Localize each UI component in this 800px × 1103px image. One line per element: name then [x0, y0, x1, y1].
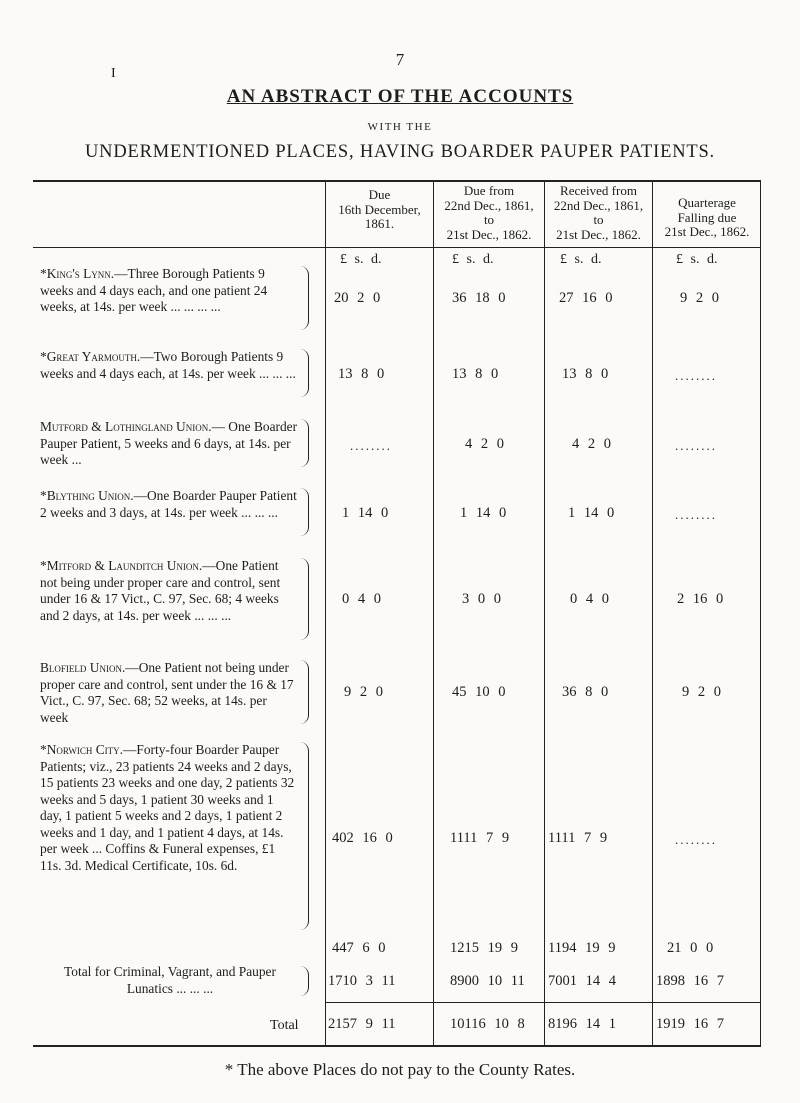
footnote: * The above Places do not pay to the County Rates. — [224, 1060, 576, 1079]
column-heading-line: Due — [368, 187, 391, 202]
column-heading-quarterage — [653, 196, 761, 240]
value-due: 20 2 0 — [334, 290, 381, 306]
value-due: 0 4 0 — [342, 591, 381, 607]
entry-blofield — [40, 660, 298, 726]
criminal-received: 7001 14 4 — [548, 973, 616, 989]
value-due-from: 45 10 0 — [452, 684, 506, 700]
column-divider-1 — [325, 180, 326, 1046]
criminal-quarterage: 1898 16 7 — [656, 973, 724, 989]
brace — [300, 349, 309, 397]
subtotal-due: 447 6 0 — [332, 940, 386, 956]
total-rule-top — [325, 1002, 761, 1003]
value-received: 13 8 0 — [562, 366, 609, 382]
value-due-from: 36 18 0 — [452, 290, 506, 306]
column-heading-due-from — [434, 184, 544, 242]
brace — [300, 419, 309, 467]
value-quarterage: 9 2 0 — [680, 290, 719, 306]
value-received: 1 14 0 — [568, 505, 615, 521]
page-mark: I — [111, 66, 116, 81]
value-quarterage: 2 16 0 — [677, 591, 724, 607]
value-quarterage-blank: ........ — [675, 438, 717, 453]
column-heading-line: to — [593, 212, 604, 227]
subtotal-received: 1194 19 9 — [548, 940, 616, 956]
units-due: £ s. d. — [340, 252, 382, 267]
entry-name: Mutford & Lothingland Union. — [40, 419, 212, 434]
criminal-lunatics-label: Total for Criminal, Vagrant, and Pauper Lunatics ... ... ... — [64, 964, 276, 996]
value-due-from: 4 2 0 — [465, 436, 504, 452]
total-quarterage: 1919 16 7 — [656, 1016, 724, 1032]
value-due: 9 2 0 — [344, 684, 383, 700]
subtotal-quarterage: 21 0 0 — [667, 940, 714, 956]
column-heading-line: 21st Dec., 1862. — [556, 226, 641, 242]
entry-name: *Blything Union. — [40, 488, 134, 503]
brace — [300, 266, 309, 330]
value-received: 27 16 0 — [559, 290, 613, 306]
entry-name: Blofield Union. — [40, 660, 126, 675]
units-received: £ s. d. — [560, 252, 602, 267]
column-heading-due — [326, 188, 433, 232]
entry-description: —One Patient not being under proper care and control, sent under the 16 & 17 Vict., C. 97, Sec. 68; 52 weeks, at 14s. per week — [40, 660, 294, 725]
entry-description: —One Patient not being under proper care and control, sent under 16 & 17 Vict., C. 97, Sec. 68; 4 weeks and 2 days, at 14s. per week ... ... ... — [40, 558, 281, 623]
criminal-due: 1710 3 11 — [328, 973, 396, 989]
entry-name: *Great Yarmouth. — [40, 349, 141, 364]
brace — [300, 660, 309, 724]
page-heading: UNDERMENTIONED PLACES, HAVING BOARDER PAUPER PATIENTS. — [85, 142, 715, 162]
column-heading-line: Due from — [463, 183, 515, 198]
total-due-from: 10116 10 8 — [450, 1016, 525, 1032]
value-due: 1 14 0 — [342, 505, 389, 521]
value-due-from: 1111 7 9 — [450, 830, 510, 846]
total-due: 2157 9 11 — [328, 1016, 396, 1032]
brace — [300, 558, 309, 640]
entry-name: *Norwich City. — [40, 742, 123, 757]
column-divider-3 — [544, 180, 545, 1046]
column-divider-2 — [433, 180, 434, 1046]
table-right-edge — [760, 180, 761, 1046]
page-number: 7 — [395, 50, 405, 69]
entry-great-yarmouth — [40, 349, 298, 382]
column-heading-line: 21st Dec., 1862. — [664, 224, 750, 239]
brace — [300, 966, 309, 996]
page-subtitle: WITH THE — [367, 121, 433, 133]
value-received: 1111 7 9 — [548, 830, 608, 846]
value-quarterage-blank: ........ — [675, 507, 717, 522]
column-heading-line: Quarterage — [678, 195, 736, 210]
brace — [300, 742, 309, 930]
entry-blything — [40, 488, 298, 521]
value-due-from: 1 14 0 — [460, 505, 507, 521]
entry-description: —Forty-four Boarder Pauper Patients; viz., 23 patients 24 weeks and 2 days, 15 patients 23 weeks and one day, 2 patients 32 weeks and 5 days, 1 patient 30 weeks and 1 day, 1 patient 5 weeks and 2 days, 1 patient 2 weeks and 1 day, and 1 patient 4 days, at 14s. per week ... Coffins & Funeral expenses, £1 11s. 3d. Medical Certificate, 10s. 6d. — [40, 742, 295, 873]
entry-description: — One Boarder Pauper Patient, 5 weeks and 6 days, at 14s. per week ... — [40, 419, 298, 467]
entry-name: *King's Lynn. — [40, 266, 115, 281]
entry-norwich-city — [40, 742, 298, 874]
entry-name: *Mitford & Launditch Union. — [40, 558, 203, 573]
total-label: Total — [270, 1018, 299, 1033]
entry-description: —Two Borough Patients 9 weeks and 4 days each, at 14s. per week ... ... ... — [40, 349, 296, 381]
units-due-from: £ s. d. — [452, 252, 494, 267]
column-heading-line: 16th December, — [338, 201, 421, 217]
criminal-due-from: 8900 10 11 — [450, 973, 525, 989]
brace — [300, 488, 309, 536]
column-heading-line: 22nd Dec., 1861, — [553, 197, 644, 213]
column-divider-4 — [652, 180, 653, 1046]
total-received: 8196 14 1 — [548, 1016, 616, 1032]
value-due-blank: ........ — [350, 438, 392, 453]
entry-description: —Three Borough Patients 9 weeks and 4 days each, and one patient 24 weeks, at 14s. per week ... ... ... ... — [40, 266, 268, 314]
column-heading-line: 22nd Dec., 1861, — [444, 197, 534, 213]
value-due-from: 13 8 0 — [452, 366, 499, 382]
entry-kings-lynn — [40, 266, 298, 316]
column-heading-line: 21st Dec., 1862. — [446, 226, 532, 242]
entry-description: —One Boarder Pauper Patient 2 weeks and 3 days, at 14s. per week ... ... ... — [40, 488, 297, 520]
units-quarterage: £ s. d. — [676, 252, 718, 267]
column-heading-line: Falling due — [677, 209, 737, 225]
value-quarterage-blank: ........ — [675, 368, 717, 383]
column-heading-line: to — [483, 212, 495, 227]
value-due-from: 3 0 0 — [462, 591, 501, 607]
value-received: 0 4 0 — [570, 591, 609, 607]
value-due: 402 16 0 — [332, 830, 393, 846]
column-heading-line: 1861. — [364, 216, 395, 231]
value-quarterage: 9 2 0 — [682, 684, 721, 700]
entry-mitford-launditch — [40, 558, 298, 624]
value-due: 13 8 0 — [338, 366, 385, 382]
subtotal-due-from: 1215 19 9 — [450, 940, 518, 956]
column-heading-line: Received from — [560, 183, 637, 198]
entry-mutford-lothingland — [40, 419, 298, 469]
value-received: 36 8 0 — [562, 684, 609, 700]
value-received: 4 2 0 — [572, 436, 611, 452]
page-title: AN ABSTRACT OF THE ACCOUNTS — [226, 86, 574, 107]
value-quarterage-blank: ........ — [675, 832, 717, 847]
column-heading-received — [545, 184, 652, 242]
